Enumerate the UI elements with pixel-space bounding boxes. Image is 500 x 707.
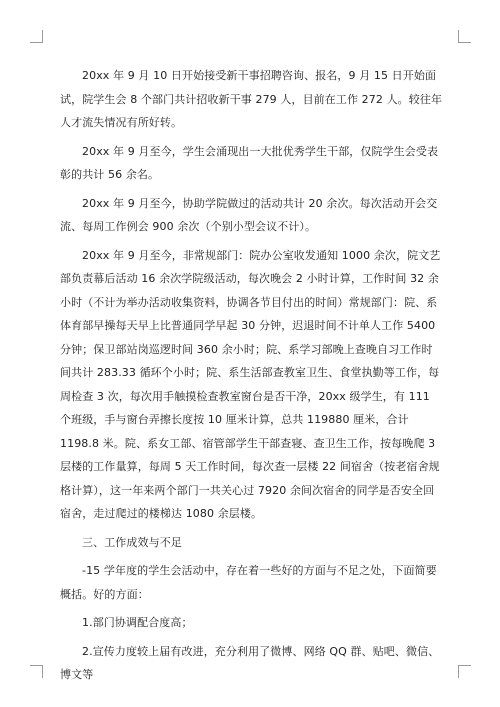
corner-mark-bottom-left bbox=[30, 665, 43, 678]
paragraph-summary: -15 学年度的学生会活动中，存在着一些好的方面与不足之处，下面简要概括。好的方面： bbox=[60, 564, 437, 601]
corner-mark-top-left bbox=[30, 30, 43, 43]
list-item-coordination: 1.部门协调配合度高； bbox=[82, 616, 193, 629]
paragraph-outstanding-cadres: 20xx 年 9 月至今，学生会涌现出一大批优秀学生干部，仅院学生会受表彰的共计 56 余名。 bbox=[60, 144, 439, 181]
document-body bbox=[60, 64, 443, 692]
paragraph-activities: 20xx 年 9 月至今，协助学院做过的活动共计 20 余次。每次活动开会交流、每周工作例会 900 余次（个别小型会议不计）。 bbox=[60, 196, 438, 233]
section-heading-results: 三、工作成效与不足 bbox=[82, 535, 182, 549]
paragraph-recruitment: 20xx 年 9 月 10 日开始接受新干事招聘咨询、报名，9 月 15 日开始面试，院学生会 8 个部门共计招收新干事 279 人，目前在工作 272 人。较往年人才流失情况有所好转。 bbox=[60, 69, 443, 129]
paragraph-department-work: 20xx 年 9 月至今，非常规部门：院办公室收发通知 1000 余次，院文艺部负责幕后活动 16 余次学院级活动，每次晚会 2 小时计算，工作时间 32 余小时（不计为举办活动收集资料，协调各节目付出的时间）常规部门：院、系体育部早操每天早上比普通同学早起 30 分钟，迟退时间不计单人工作 5400 分钟；保卫部站岗巡逻时间 360 余小时；院、系学习部晚上查晚自习工作时间共计 283.33 循环个小时；院、系生活部查教室卫生、食堂执勤等工作，每周检查 3 次，每次用手触摸检查教室窗台是否干净，20xx 级学生，有 111 个班级，手与窗台弄擦长度按 10 厘米计算，总共 119880 厘米，合计 1198.8 米。院、系女工部、宿管部学生干部查寝、查卫生工作，按每晚爬 3 层楼的工作量算，每周 5 天工作时间，每次查一层楼 22 间宿舍（按老宿舍规格计算），这一年来两个部门一共关心过 7920 余间次宿舍的同学是否安全回宿舍，走过爬过的楼梯达 1080 余层楼。 bbox=[60, 248, 441, 520]
list-item-publicity: 2.宣传力度较上届有改进，充分利用了微博、网络 QQ 群、贴吧、微信、博文等 bbox=[60, 644, 440, 681]
corner-mark-top-right bbox=[458, 30, 471, 43]
corner-mark-bottom-right bbox=[458, 665, 471, 678]
